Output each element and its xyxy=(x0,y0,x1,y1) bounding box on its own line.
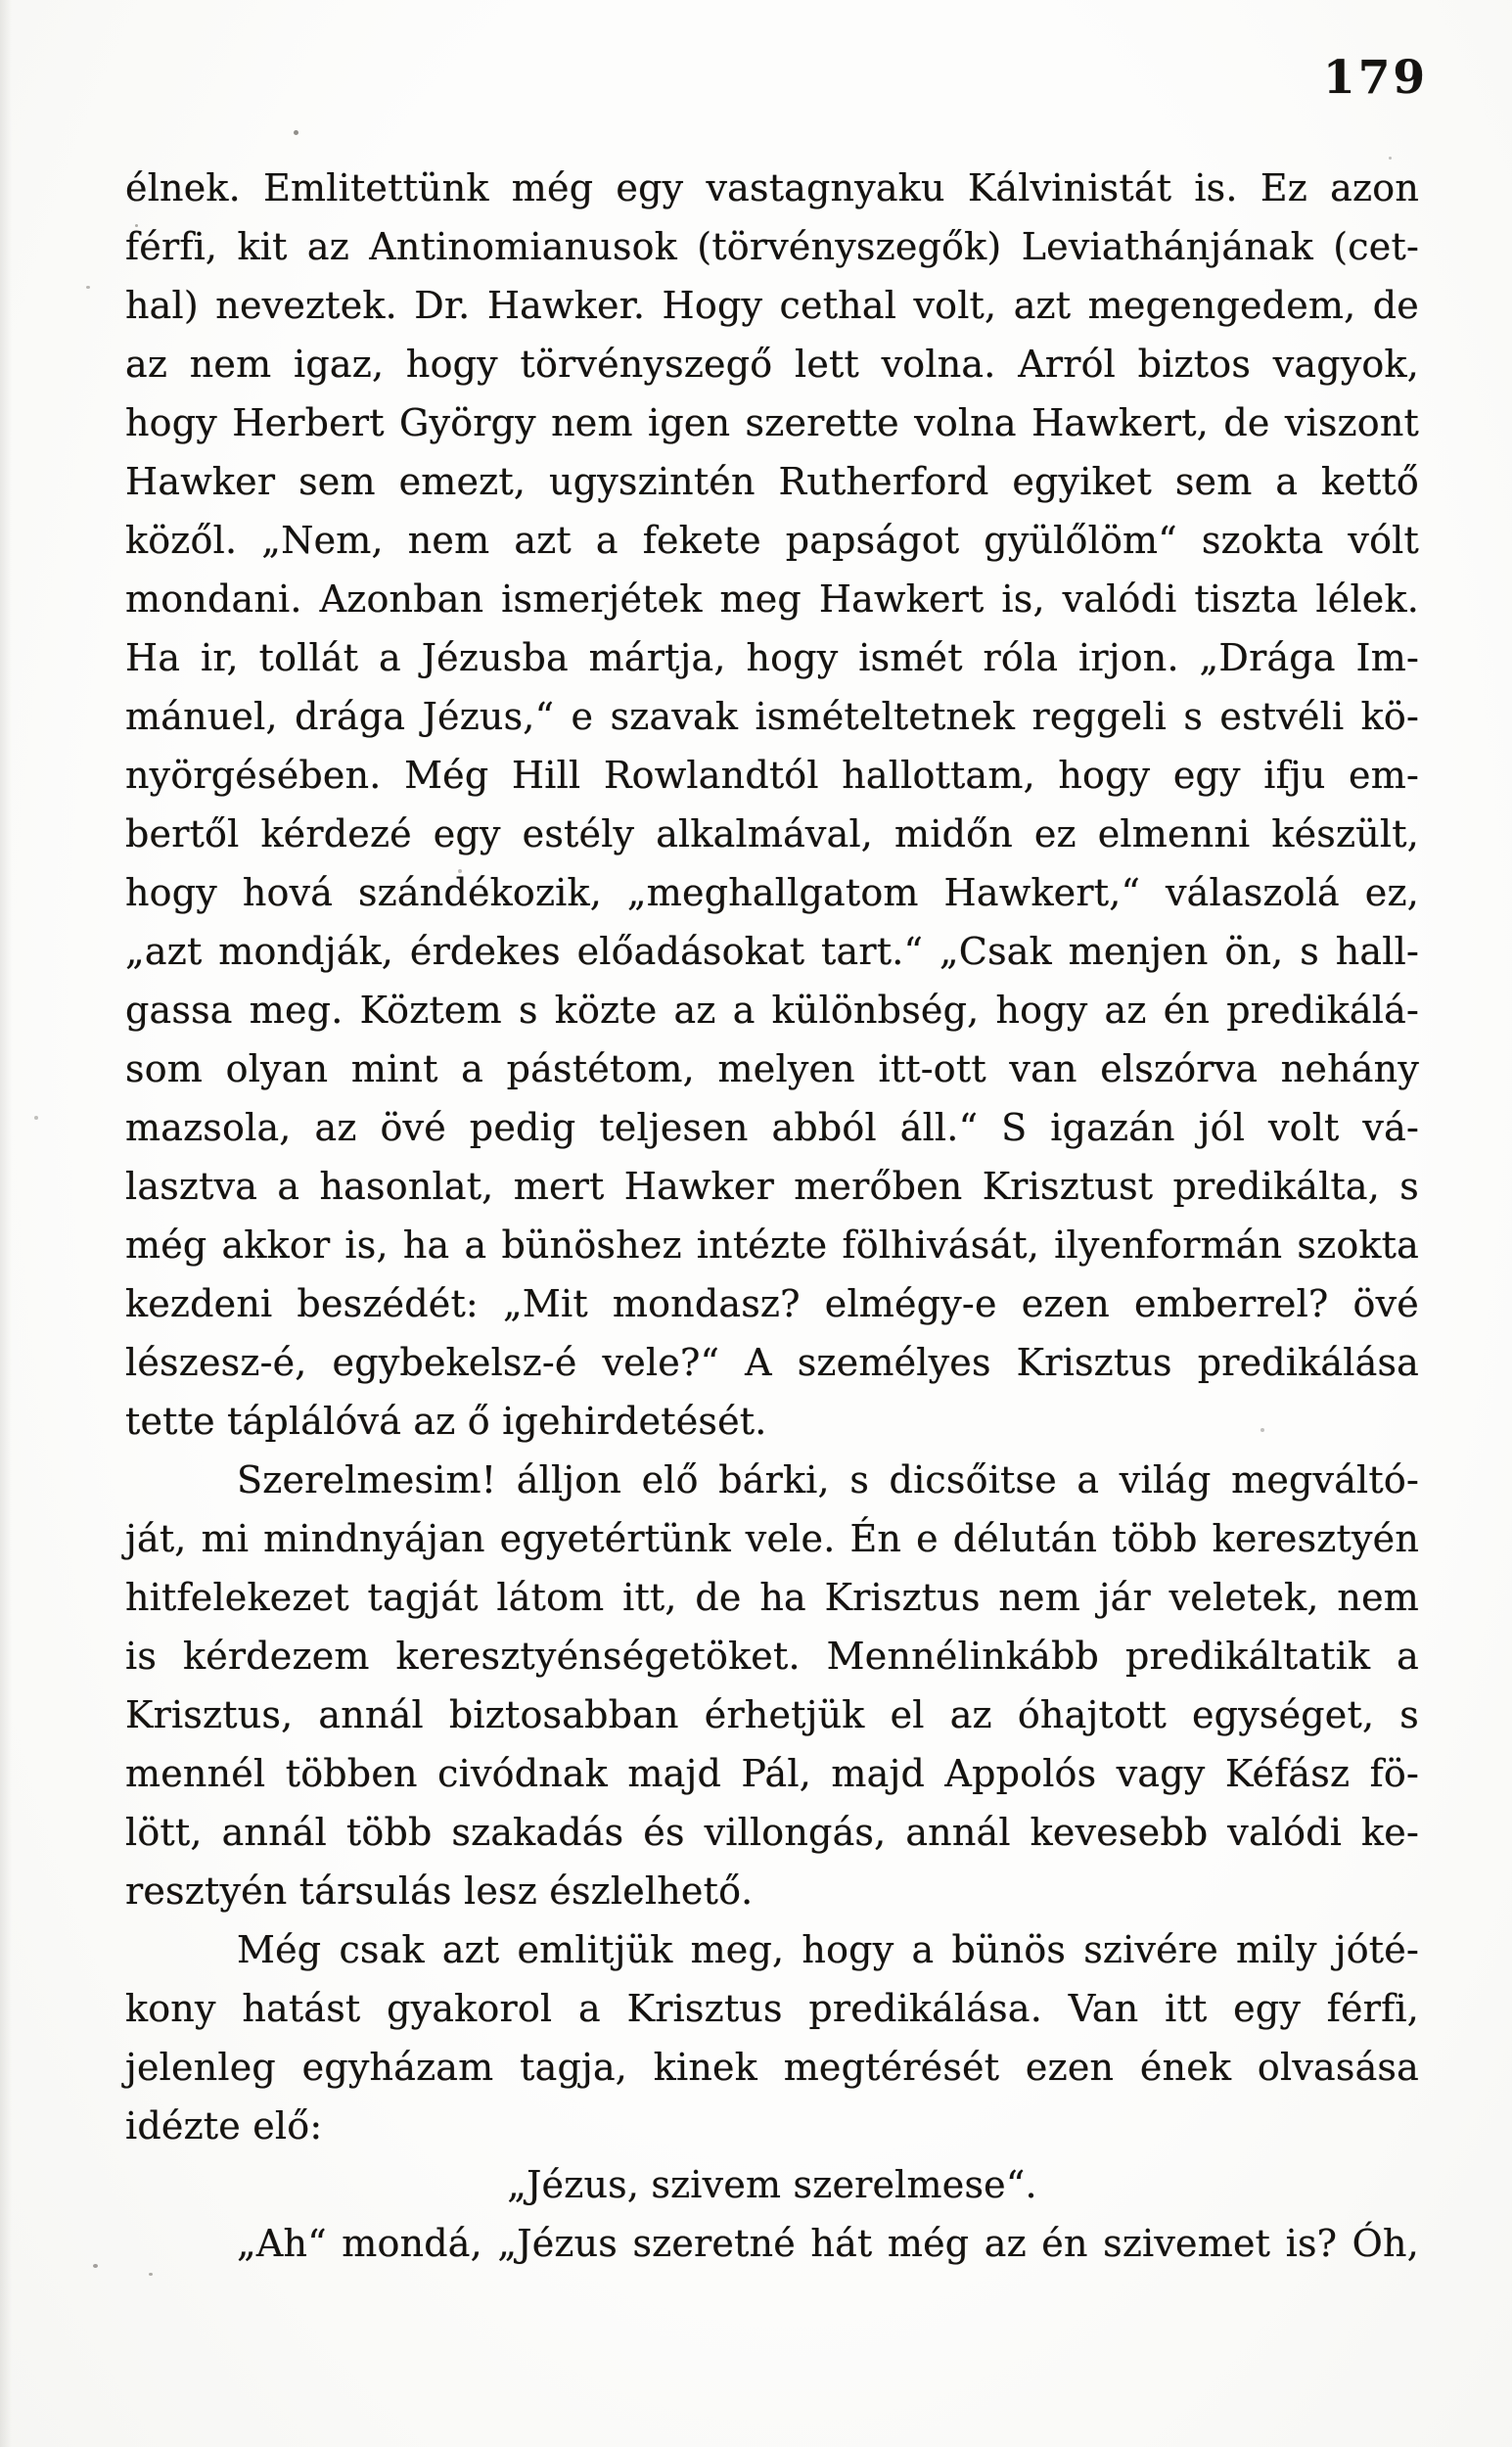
text-line: Krisztus, annál biztosabban érhetjük el az óhajtott egységet, s xyxy=(125,1693,1419,1736)
text-line: élnek. Emlitettünk még egy vastagnyaku Kálvinistát is. Ez azon xyxy=(125,166,1419,209)
text-line: idézte elő: xyxy=(125,2104,323,2147)
paragraph xyxy=(125,159,1419,1451)
text-line: kony hatást gyakorol a Krisztus predikálása. Van itt egy férfi, xyxy=(125,1987,1419,2030)
text-line: hogy Herbert György nem igen szerette volna Hawkert, de viszont xyxy=(125,401,1419,444)
scan-artifact xyxy=(149,2273,153,2276)
text-line: bertől kérdezé egy estély alkalmával, midőn ez elmenni készült, xyxy=(125,812,1419,855)
text-line: resztyén társulás lesz észlelhető. xyxy=(125,1870,754,1913)
page-number: 179 xyxy=(1323,51,1429,105)
text-line: mondani. Azonban ismerjétek meg Hawkert is, valódi tiszta lélek. xyxy=(125,577,1419,621)
text-line: lasztva a hasonlat, mert Hawker merőben Krisztust predikálta, s xyxy=(125,1165,1419,1208)
scan-artifact xyxy=(135,224,138,227)
scan-artifact xyxy=(1389,157,1392,160)
text-line: Hawker sem emezt, ugyszintén Rutherford egyiket sem a kettő xyxy=(125,460,1419,503)
text-line: jelenleg egyházam tagja, kinek megtérését ezen ének olvasása xyxy=(125,2046,1419,2089)
text-line: ját, mi mindnyájan egyetértünk vele. Én e délután több keresztyén xyxy=(125,1517,1419,1560)
text-line: férfi, kit az Antinomianusok (törvényszegők) Leviathánjának (cet- xyxy=(125,225,1419,268)
page-text-block xyxy=(125,159,1419,2273)
paragraph xyxy=(125,1451,1419,1920)
text-line: az nem igaz, hogy törvényszegő lett volna. Arról biztos vagyok, xyxy=(125,343,1419,386)
text-line: még akkor is, ha a bünöshez intézte fölhivását, ilyenformán szokta xyxy=(125,1224,1419,1267)
text-line: közől. „Nem, nem azt a fekete papságot gyülőlöm“ szokta vólt xyxy=(125,519,1419,562)
scan-artifact xyxy=(1260,1428,1264,1432)
scan-artifact xyxy=(34,1116,38,1120)
text-line: som olyan mint a pástétom, melyen itt-ott van elszórva nehány xyxy=(125,1047,1419,1090)
closing-line: „Ah“ mondá, „Jézus szeretné hát még az én szivemet is? Óh, xyxy=(237,2222,1419,2265)
text-line: hal) neveztek. Dr. Hawker. Hogy cethal volt, azt megengedem, de xyxy=(125,284,1419,327)
text-line: mazsola, az övé pedig teljesen abból áll.“ S igazán jól volt vá- xyxy=(125,1106,1419,1149)
scan-artifact xyxy=(294,130,298,135)
scan-artifact xyxy=(0,0,12,2447)
text-line: „azt mondják, érdekes előadásokat tart.“ „Csak menjen ön, s hall- xyxy=(125,930,1419,973)
text-line: mennél többen civódnak majd Pál, majd Appolós vagy Kéfász fö- xyxy=(125,1752,1419,1795)
text-line: mánuel, drága Jézus,“ e szavak ismételtetnek reggeli s estvéli kö- xyxy=(125,695,1419,738)
paragraph xyxy=(125,1920,1419,2155)
text-line: tette táplálóvá az ő igehirdetését. xyxy=(125,1400,767,1443)
text-line: Ha ir, tollát a Jézusba mártja, hogy ismét róla irjon. „Drága Im- xyxy=(125,636,1419,679)
text-line: nyörgésében. Még Hill Rowlandtól hallottam, hogy egy ifju em- xyxy=(125,754,1419,797)
text-line: hitfelekezet tagját látom itt, de ha Krisztus nem jár veletek, nem xyxy=(125,1576,1419,1619)
scan-artifact xyxy=(86,286,90,289)
text-line: hogy hová szándékozik, „meghallgatom Hawkert,“ válaszolá ez, xyxy=(125,871,1419,914)
text-line: lött, annál több szakadás és villongás, annál kevesebb valódi ke- xyxy=(125,1811,1419,1854)
verse-line: „Jézus, szivem szerelmese“. xyxy=(507,2163,1037,2206)
text-line: Szerelmesim! álljon elő bárki, s dicsőitse a világ megváltó- xyxy=(237,1458,1419,1501)
scan-artifact xyxy=(458,869,462,873)
text-line: Még csak azt emlitjük meg, hogy a bünös szivére mily jóté- xyxy=(237,1928,1419,1971)
text-line: gassa meg. Köztem s közte az a különbség, hogy az én predikálá- xyxy=(125,989,1419,1032)
text-line: is kérdezem keresztyénségetöket. Mennélinkább predikáltatik a xyxy=(125,1635,1419,1678)
text-line: kezdeni beszédét: „Mit mondasz? elmégy-e ezen emberrel? övé xyxy=(125,1282,1419,1325)
text-line: lészesz-é, egybekelsz-é vele?“ A személyes Krisztus predikálása xyxy=(125,1341,1419,1384)
scan-artifact xyxy=(93,2264,98,2268)
